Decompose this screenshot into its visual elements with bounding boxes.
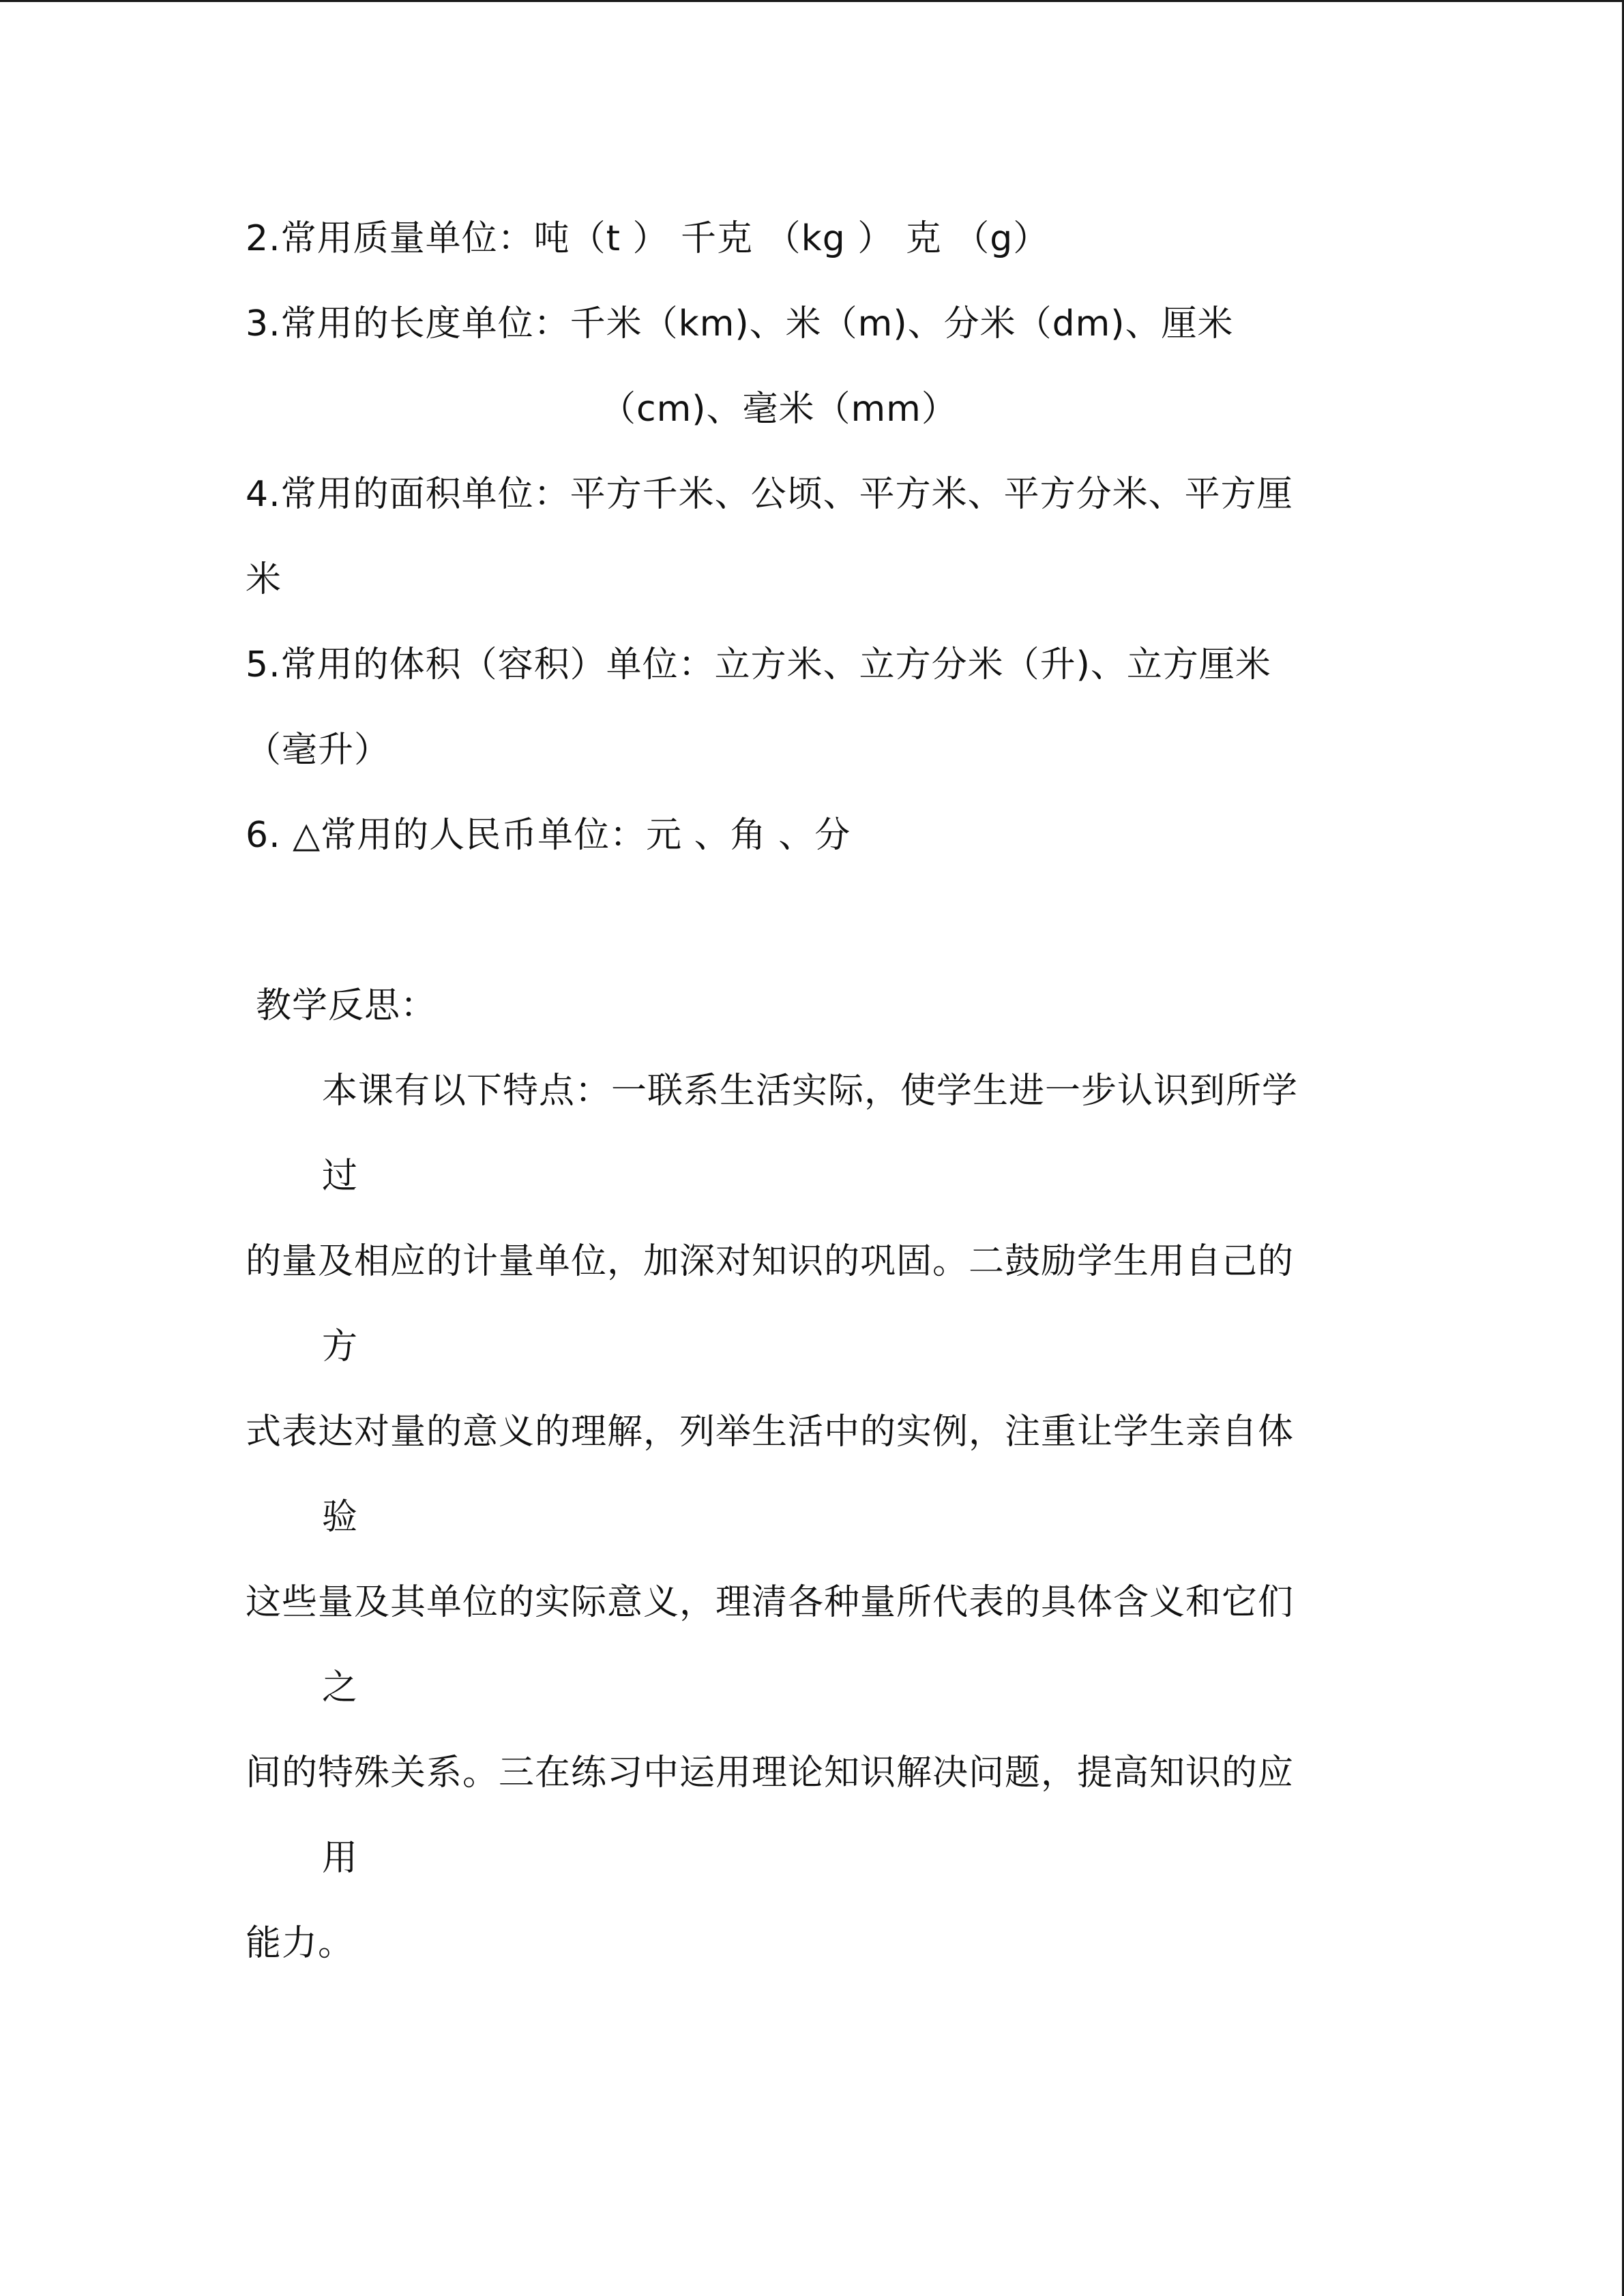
mass-units-line: 2.常用质量单位：吨（t ） 千克 （kg ） 克 （g） [246, 218, 1050, 259]
page-top-border [0, 0, 1624, 2]
area-units-continued: 米 [246, 559, 282, 600]
reflection-line: 验 [322, 1497, 359, 1538]
reflection-line: 方 [322, 1326, 359, 1367]
reflection-line: 本课有以下特点：一联系生活实际，使学生进一步认识到所学 [322, 1071, 1299, 1112]
length-units-continued: （cm)、毫米（mm） [600, 389, 958, 430]
volume-units-continued: （毫升） [246, 730, 391, 771]
area-units-line: 4.常用的面积单位：平方千米、公顷、平方米、平方分米、平方厘 [246, 474, 1293, 515]
reflection-heading: 教学反思： [256, 985, 437, 1026]
reflection-line: 的量及相应的计量单位，加深对知识的巩固。二鼓励学生用自己的 [246, 1241, 1295, 1282]
reflection-line: 用 [322, 1838, 359, 1879]
reflection-line: 能力。 [246, 1923, 355, 1964]
length-units-line: 3.常用的长度单位：千米（km)、米（m)、分米（dm)、厘米 [246, 303, 1234, 344]
currency-units-line: 6. △常用的人民币单位：元 、角 、分 [246, 815, 851, 856]
reflection-line: 这些量及其单位的实际意义，理清各种量所代表的具体含义和它们 [246, 1582, 1295, 1623]
reflection-line: 间的特殊关系。三在练习中运用理论知识解决问题，提高知识的应 [246, 1753, 1295, 1793]
reflection-line: 之 [322, 1667, 359, 1708]
reflection-line: 过 [322, 1156, 359, 1197]
reflection-line: 式表达对量的意义的理解，列举生活中的实例，注重让学生亲自体 [246, 1412, 1295, 1452]
volume-units-line: 5.常用的体积（容积）单位：立方米、立方分米（升)、立方厘米 [246, 644, 1271, 685]
